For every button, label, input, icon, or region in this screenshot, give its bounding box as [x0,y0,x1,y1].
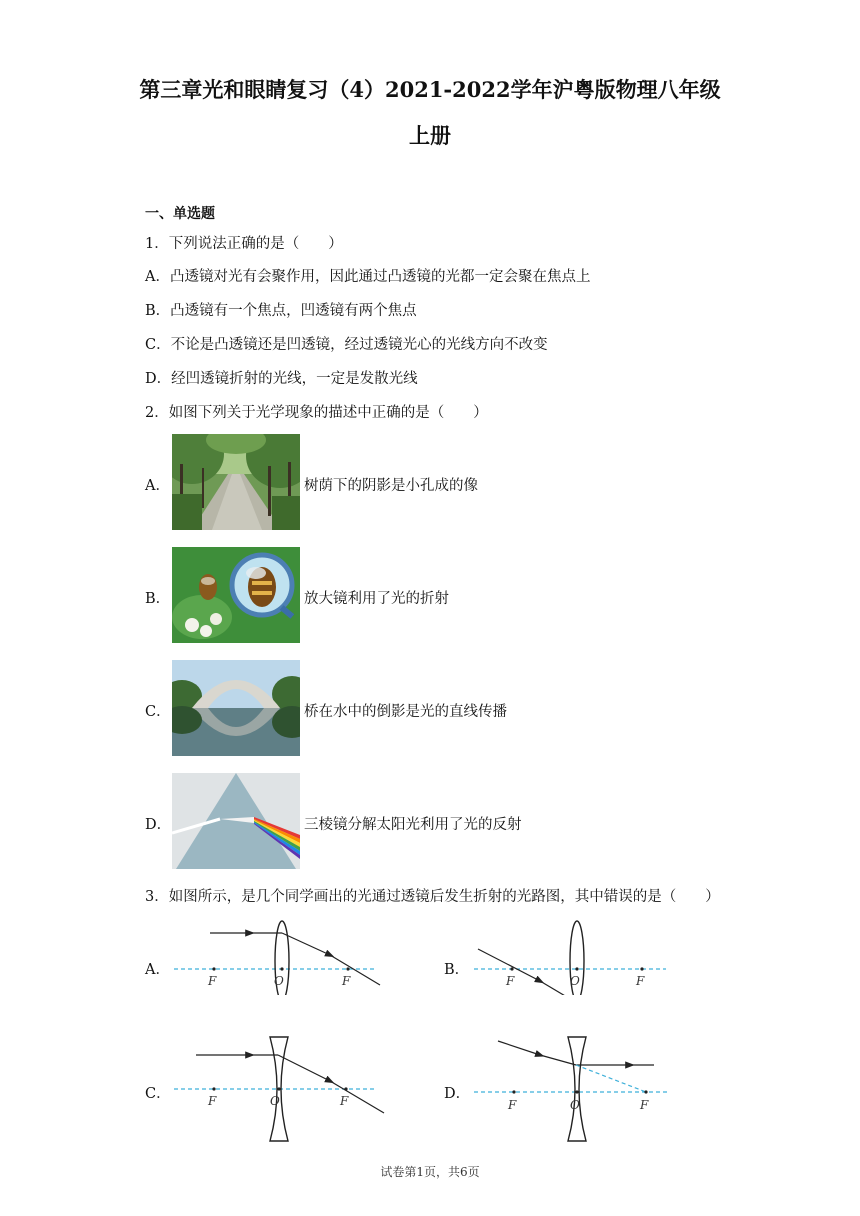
convex-lens-diagram-a [170,915,390,999]
section-heading: 一、单选题 [145,206,215,222]
q2-option-a-label[interactable]: A． [145,478,170,494]
bridge-reflection-photo [172,660,300,756]
convex-lens-diagram-b [470,915,680,999]
q2-option-c-label[interactable]: C． [145,704,171,720]
focus-label-right: F [342,974,351,988]
focus-label-left: F [506,974,515,988]
center-label: O [270,1094,280,1108]
q3-option-d-label[interactable]: D． [444,1086,471,1102]
q3-option-b-label[interactable]: B． [444,962,470,978]
page-title-line2: 上册 [409,123,451,148]
q3-stem: 3．如图所示，是几个同学画出的光通过透镜后发生折射的光路图，其中错误的是（ ） [145,889,720,905]
q2-option-a-text[interactable]: 树荫下的阴影是小孔成的像 [304,478,478,494]
page-footer: 试卷第1页，共6页 [380,1165,480,1179]
focus-label-left: F [508,1098,517,1112]
q1-option-c[interactable]: C．不论是凸透镜还是凹透镜，经过透镜光心的光线方向不改变 [145,337,548,353]
q1-option-d[interactable]: D．经凹透镜折射的光线，一定是发散光线 [145,371,418,387]
q2-stem: 2．如图下列关于光学现象的描述中正确的是（ ） [145,405,488,421]
center-label: O [570,974,580,988]
q2-option-b-text[interactable]: 放大镜利用了光的折射 [304,591,449,607]
q3-option-a-label[interactable]: A． [145,962,170,978]
prism-dispersion-photo [172,773,300,869]
q2-option-c-text[interactable]: 桥在水中的倒影是光的直线传播 [304,704,507,720]
page-title-line1: 第三章光和眼睛复习（4）2021-2022学年沪粤版物理八年级 [139,77,721,102]
magnifier-bee-photo [172,547,300,643]
q2-option-d-text[interactable]: 三棱镜分解太阳光利用了光的反射 [304,817,522,833]
tree-road-photo [172,434,300,530]
q1-option-b[interactable]: B．凸透镜有一个焦点，凹透镜有两个焦点 [145,303,417,319]
center-label: O [570,1098,580,1112]
q2-option-d-label[interactable]: D． [145,817,172,833]
concave-lens-diagram-c [170,1035,390,1149]
focus-label-left: F [208,1094,217,1108]
focus-label-left: F [208,974,217,988]
q1-stem: 1．下列说法正确的是（ ） [145,236,343,252]
concave-lens-diagram-d [470,1035,680,1149]
q1-option-a[interactable]: A．凸透镜对光有会聚作用，因此通过凸透镜的光都一定会聚在焦点上 [145,269,591,285]
q2-option-b-label[interactable]: B． [145,591,171,607]
q3-option-c-label[interactable]: C． [145,1086,171,1102]
focus-label-right: F [640,1098,649,1112]
focus-label-right: F [340,1094,349,1108]
focus-label-right: F [636,974,645,988]
center-label: O [274,974,284,988]
